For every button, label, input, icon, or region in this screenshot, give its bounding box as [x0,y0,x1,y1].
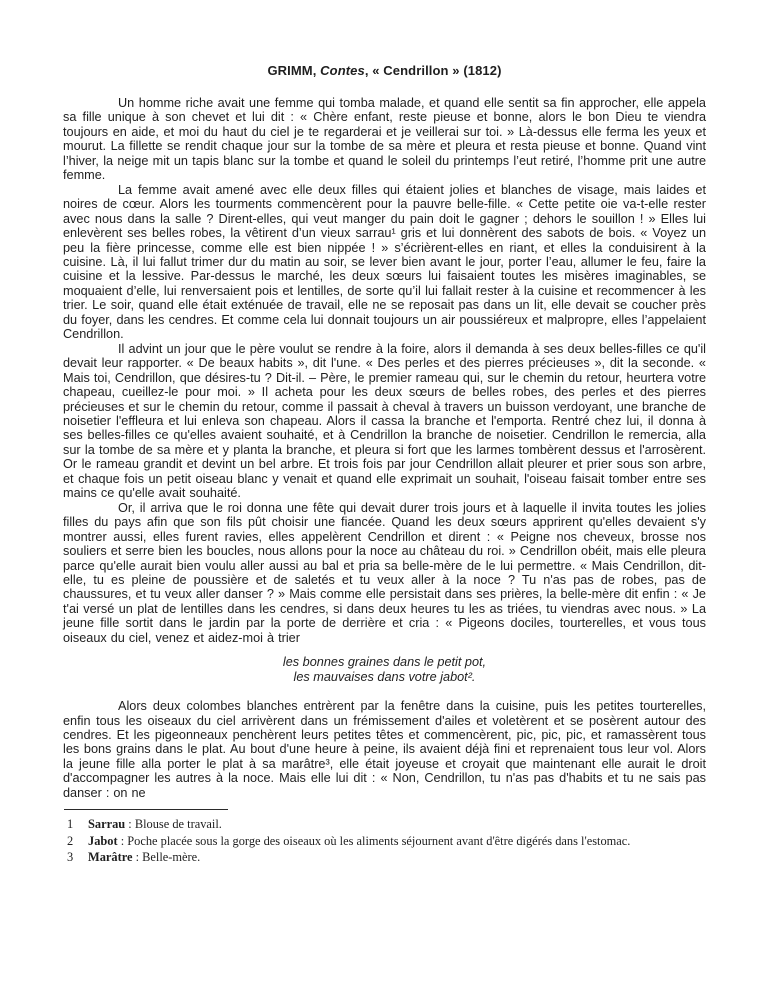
footnote-term: Jabot [88,833,118,848]
story-paragraph: Alors deux colombes blanches entrèrent par la fenêtre dans la cuisine, puis les petites tourterelles, enfin tous les oiseaux du ciel arrivèrent dans un frémissement d'ailes et voletèrent et se posèrent autour des cendres. Et les pigeonneaux penchèrent leurs petites têtes et commencèrent, pic, pic, pic, et ramassèrent tous les bons grains dans le plat. Au bout d'une heure à peine, ils avaient déjà fini et reprenaient tous leur vol. Alors la jeune fille alla porter le plat à sa marâtre³, elle était joyeuse et croyait que maintenant elle aurait le droit d'accompagner les autres à la noce. Mais elle lui dit : « Non, Cendrillon, tu n'as pas d'habits et tu ne sais pas danser : on ne [63,699,706,800]
verse-line: les mauvaises dans votre jabot². [293,669,476,684]
footnote-term: Marâtre [88,850,133,865]
page-title [63,64,706,78]
footnote-number: 3 [67,850,74,865]
footnote [63,849,706,866]
footnote-definition: : Belle-mère. [132,850,201,865]
footnote-definition: : Poche placée sous la gorge des oiseaux où les aliments séjournent avant d'être digérés dans l'estomac. [117,833,631,848]
story-paragraph: Or, il arriva que le roi donna une fête qui devait durer trois jours et à laquelle il invita toutes les jolies filles du pays afin que son fils pût choisir une fiancée. Quand les deux sœurs apprirent qu'elles devaient s'y montrer aussi, elles furent ravies, elles appelèrent Cendrillon et dirent : « Peigne nos cheveux, brosse nos souliers et serre bien les boucles, nous allons pour la noce au château du roi. » Cendrillon obéit, mais elle pleura parce qu'elle aurait bien voulu aller aussi au bal et pria sa belle-mère de le lui permettre. « Mais Cendrillon, dit-elle, tu es pleine de poussière et de saletés et tu veux aller à la noce ? Tu n'as pas de robes, pas de chaussures, et tu veux aller danser ? » Mais comme elle persistait dans ses prières, la belle-mère dit enfin : « Je t'ai versé un plat de lentilles dans les cendres, si dans deux heures tu les as triées, tu viendras avec nous. » La jeune fille sortit dans le jardin par la porte de derrière et cria : « Pigeons dociles, tourterelles, et vous tous oiseaux du ciel, venez et aidez-moi à trier [63,500,706,645]
story-paragraph: Il advint un jour que le père voulut se rendre à la foire, alors il demanda à ses deux belles-filles ce qu'il devait leur rapporter. « De beaux habits », dit l'une. « Des perles et des pierres précieuses », dit la seconde. « Mais toi, Cendrillon, que désires-tu ? Dit-il. – Père, le premier rameau qui, sur le chemin du retour, heurtera votre chapeau, cueillez-le pour moi. » Il acheta pour les deux sœurs de belles robes, des perles et des pierres précieuses et sur le chemin du retour, comme il passait à cheval à travers un buisson verdoyant, une branche de noisetier l'effleura et lui enleva son chapeau. Alors il cassa la branche et l'emporta. Rentré chez lui, il donna à ses belles-filles ce qu'elles avaient souhaité, et à Cendrillon la branche de noisetier. Cendrillon le remercia, alla sur la tombe de sa mère et y planta la branche, et pleura si fort que les larmes tombèrent dessus et l'arrosèrent. Or le rameau grandit et devint un bel arbre. Et trois fois par jour Cendrillon allait pleurer et prier sous son arbre, et chaque fois un petit oiseau blanc y venait et quand elle exprimait un souhait, l'oiseau faisait tomber entre ses mains ce qu'elle avait souhaité. [63,341,706,501]
verse-line: les bonnes graines dans le petit pot, [282,655,487,670]
verse-block [63,655,706,684]
footnote-separator-rule [64,809,228,810]
footnotes-section [63,809,706,866]
story-paragraph: La femme avait amené avec elle deux filles qui étaient jolies et blanches de visage, mais laides et noires de cœur. Alors les tourments commencèrent pour la pauvre belle-fille. « Cette petite oie va-t-elle rester avec nous dans la salle ? Dirent-elles, qui veut manger du pain doit le gagner ; dehors le souillon ! » Elles lui enlevèrent ses belles robes, la vêtirent d’un vieux sarrau¹ gris et lui donnèrent des sabots de bois. « Voyez un peu la fière princesse, comme elle est bien nippée ! » s’écrièrent-elles en riant, et elles la conduisirent à la cuisine. Là, il lui fallut trimer dur du matin au soir, se lever bien avant le jour, porter l’eau, allumer le feu, faire la cuisine et la lessive. Par-dessus le marché, les deux sœurs lui faisaient toutes les misères imaginables, se moquaient d’elle, lui renversaient pois et lentilles, de sorte qu’il lui fallait rester à la cuisine et recommencer à les trier. Le soir, quand elle était exténuée de travail, elle ne se reposait pas dans un lit, elle devait se coucher près du foyer, dans les cendres. Et comme cela lui donnait toujours un air poussiéreux et malpropre, elles l’appelaient Cendrillon. [63,182,706,342]
title-work-name: Contes [320,63,365,78]
footnote [63,816,706,833]
footnote-definition: : Blouse de travail. [125,817,222,832]
story-paragraph: Un homme riche avait une femme qui tomba malade, et quand elle sentit sa fin approcher, elle appela sa fille unique à son chevet et lui dit : « Chère enfant, reste pieuse et bonne, alors le bon Dieu te viendra toujours en aide, et moi du haut du ciel je te regarderai et je veillerai sur toi. » Là-dessus elle ferma les yeux et mourut. La fillette se rendit chaque jour sur la tombe de sa mère et pleura et resta pieuse et bonne. Quand vint l’hiver, la neige mit un tapis blanc sur la tombe et quand le soleil du printemps l’eut retiré, l’homme prit une autre femme. [63,96,706,183]
footnote-number: 1 [67,817,74,832]
title-suffix: , « Cendrillon » (1812) [364,63,502,78]
footnote-number: 2 [67,833,74,848]
footnote-term: Sarrau [88,817,126,832]
footnote [63,833,706,850]
title-author: GRIMM, [267,63,321,78]
